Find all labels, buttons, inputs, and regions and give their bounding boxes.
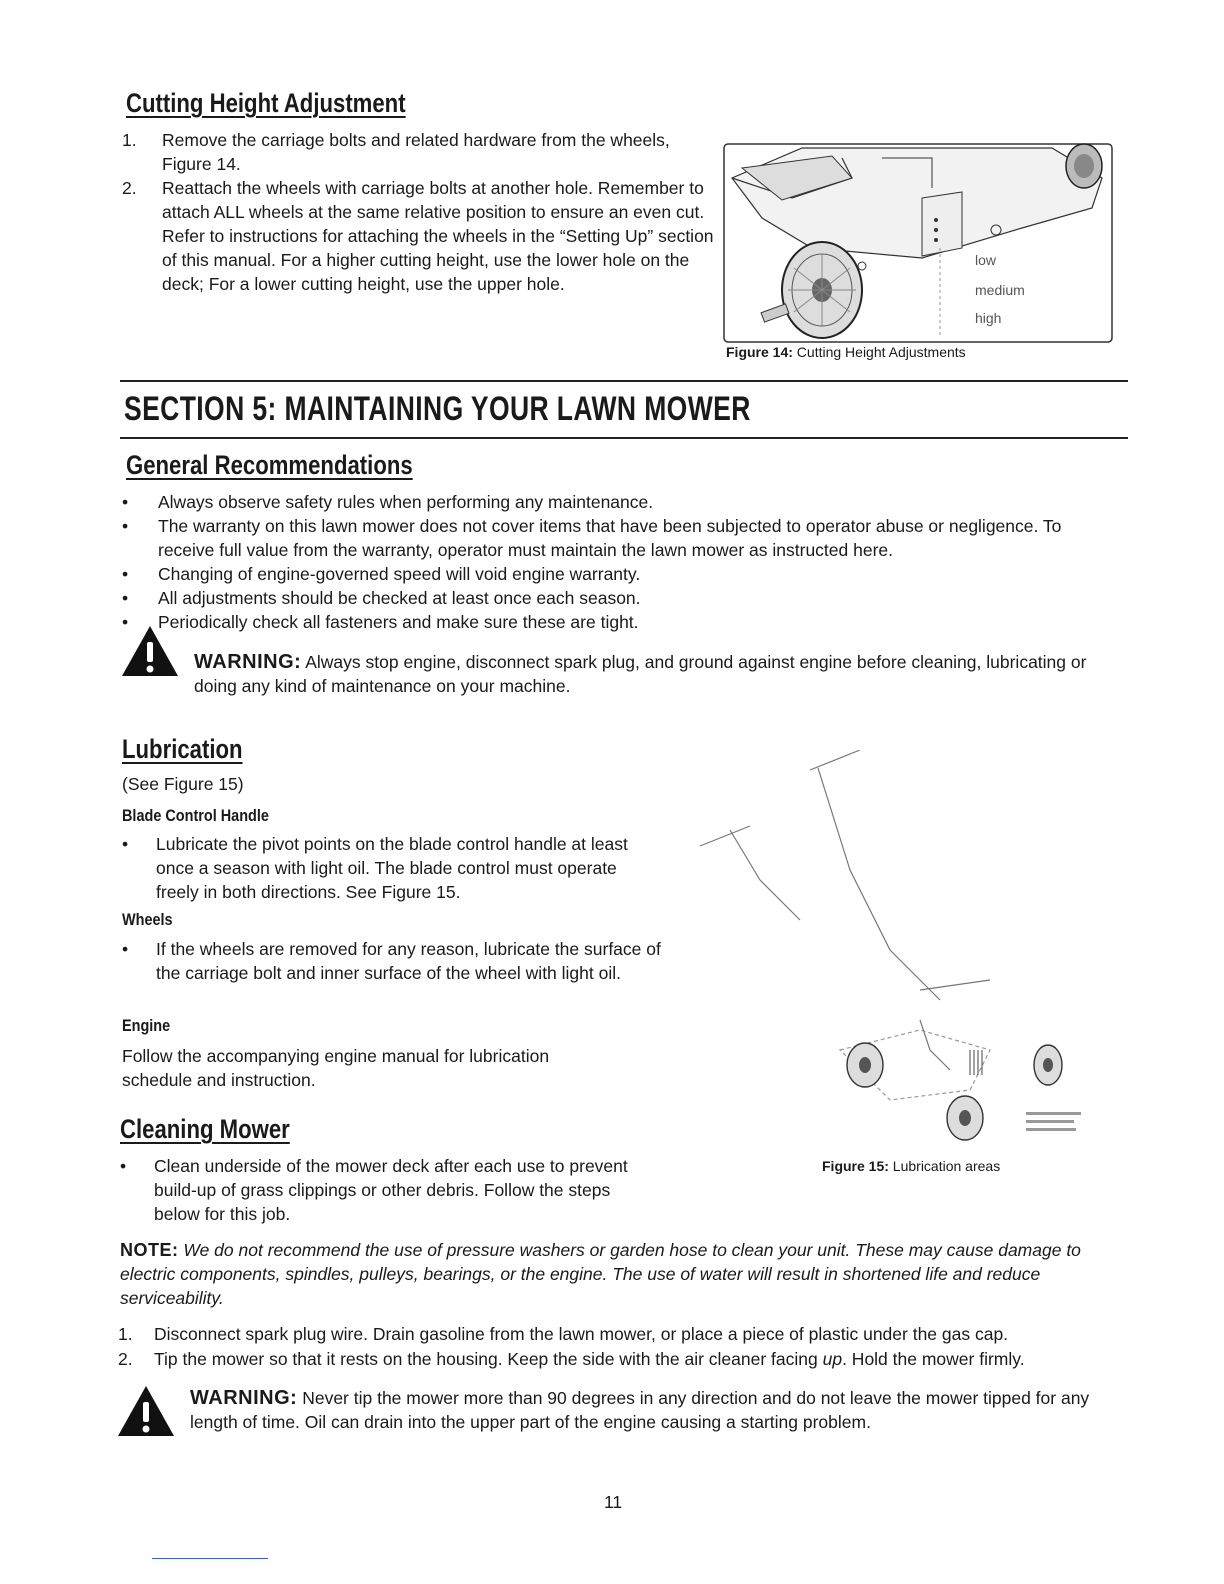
bullet-icon: • (122, 588, 129, 608)
bullet-text: If the wheels are removed for any reason, lubricate the surface of the carriage bolt and inner surface of the wheel with light oil. (156, 939, 661, 983)
engine-heading: Engine (122, 1016, 171, 1035)
bullet-text: All adjustments should be checked at least once each season. (158, 588, 641, 608)
bullet-text: Clean underside of the mower deck after each use to prevent build-up of grass clippings or other debris. Follow the steps below for this job. (154, 1156, 628, 1224)
general-warning (194, 650, 1114, 698)
caption-text: Lubrication areas (892, 1158, 1001, 1174)
bullet-text: Periodically check all fasteners and make sure these are tight. (158, 612, 639, 632)
cleaning-mower-heading: Cleaning Mower (120, 1114, 290, 1144)
warning-icon (116, 1384, 176, 1438)
warning-label: WARNING: (190, 1387, 298, 1409)
lubrication-see-figure: (See Figure 15) (122, 774, 244, 794)
step-number: 2. (122, 178, 137, 198)
bullet-text: Always observe safety rules when performing any maintenance. (158, 492, 654, 512)
lubrication-heading: Lubrication (122, 734, 243, 764)
section-bottom-rule (120, 437, 1128, 439)
height-label-high: high (975, 310, 1002, 326)
caption-text: Cutting Height Adjustments (796, 344, 966, 360)
bullet-icon: • (120, 1156, 127, 1176)
warning-label: WARNING: (194, 651, 302, 673)
caption-label: Figure 14: (726, 344, 793, 360)
bullet-icon: • (122, 834, 129, 854)
cleaning-note (120, 1238, 1126, 1310)
bullet-icon: • (122, 492, 129, 512)
step-text: Remove the carriage bolts and related hardware from the wheels, Figure 14. (162, 130, 670, 174)
step-number: 1. (118, 1324, 133, 1344)
bullet-icon: • (122, 564, 129, 584)
warning-text: Always stop engine, disconnect spark plug, and ground against engine before cleaning, lubricating or doing any kind of maintenance on your machine. (194, 652, 1087, 696)
cleaning-warning (190, 1386, 1090, 1434)
wheels-heading: Wheels (122, 910, 173, 929)
step-text-part: Tip the mower so that it rests on the housing. Keep the side with the air cleaner facing (154, 1349, 823, 1369)
step-number: 2. (118, 1349, 133, 1369)
note-text: We do not recommend the use of pressure washers or garden hose to clean your unit. These may cause damage to electric components, spindles, pulleys, bearings, or the engine. The use of water will result in shortened life and reduce serviceability. (120, 1240, 1081, 1308)
figure-14-image (722, 138, 1114, 344)
figure-14-caption (726, 344, 966, 360)
bullet-icon: • (122, 516, 129, 536)
footer-link-rule (152, 1558, 268, 1559)
general-recommendations-heading: General Recommendations (126, 450, 413, 480)
bullet-text: Lubricate the pivot points on the blade control handle at least once a season with light oil. The blade control must operate freely in both directions. See Figure 15. (156, 834, 628, 902)
height-label-low: low (975, 252, 997, 268)
step-text-part: . Hold the mower firmly. (842, 1349, 1025, 1369)
note-label: NOTE: (120, 1240, 179, 1260)
section-top-rule (120, 380, 1128, 382)
engine-text: Follow the accompanying engine manual for lubrication schedule and instruction. (122, 1046, 550, 1090)
step-text: Reattach the wheels with carriage bolts at another hole. Remember to attach ALL wheels at the same relative position to ensure an even cut. Refer to instructions for attaching the wheels in the “Setting Up” section of this manual. For a higher cutting height, use the lower hole on the deck; For a lower cutting height, use the upper hole. (162, 178, 714, 294)
blade-control-heading: Blade Control Handle (122, 806, 269, 825)
height-label-medium: medium (975, 282, 1025, 298)
caption-label: Figure 15: (822, 1158, 889, 1174)
bullet-text: Changing of engine-governed speed will void engine warranty. (158, 564, 641, 584)
bullet-icon: • (122, 939, 129, 959)
step-number: 1. (122, 130, 137, 150)
page-number: 11 (604, 1492, 623, 1512)
figure-15-image (690, 750, 1100, 1150)
bullet-text: The warranty on this lawn mower does not cover items that have been subjected to operator abuse or negligence. To receive full value from the warranty, operator must maintain the lawn mower as instructed here. (158, 516, 1062, 560)
figure-15-caption (822, 1158, 1000, 1174)
step-text-emphasis: up (822, 1349, 843, 1369)
bullet-icon: • (122, 612, 129, 632)
warning-text: Never tip the mower more than 90 degrees in any direction and do not leave the mower tipped for any length of time. Oil can drain into the upper part of the engine causing a starting problem. (190, 1388, 1090, 1432)
section-title: SECTION 5: MAINTAINING YOUR LAWN MOWER (124, 390, 751, 428)
step-text: Disconnect spark plug wire. Drain gasoline from the lawn mower, or place a piece of plastic under the gas cap. (154, 1324, 1009, 1344)
step-text (154, 1347, 1128, 1371)
warning-icon (120, 624, 180, 678)
cutting-height-heading: Cutting Height Adjustment (126, 88, 406, 118)
